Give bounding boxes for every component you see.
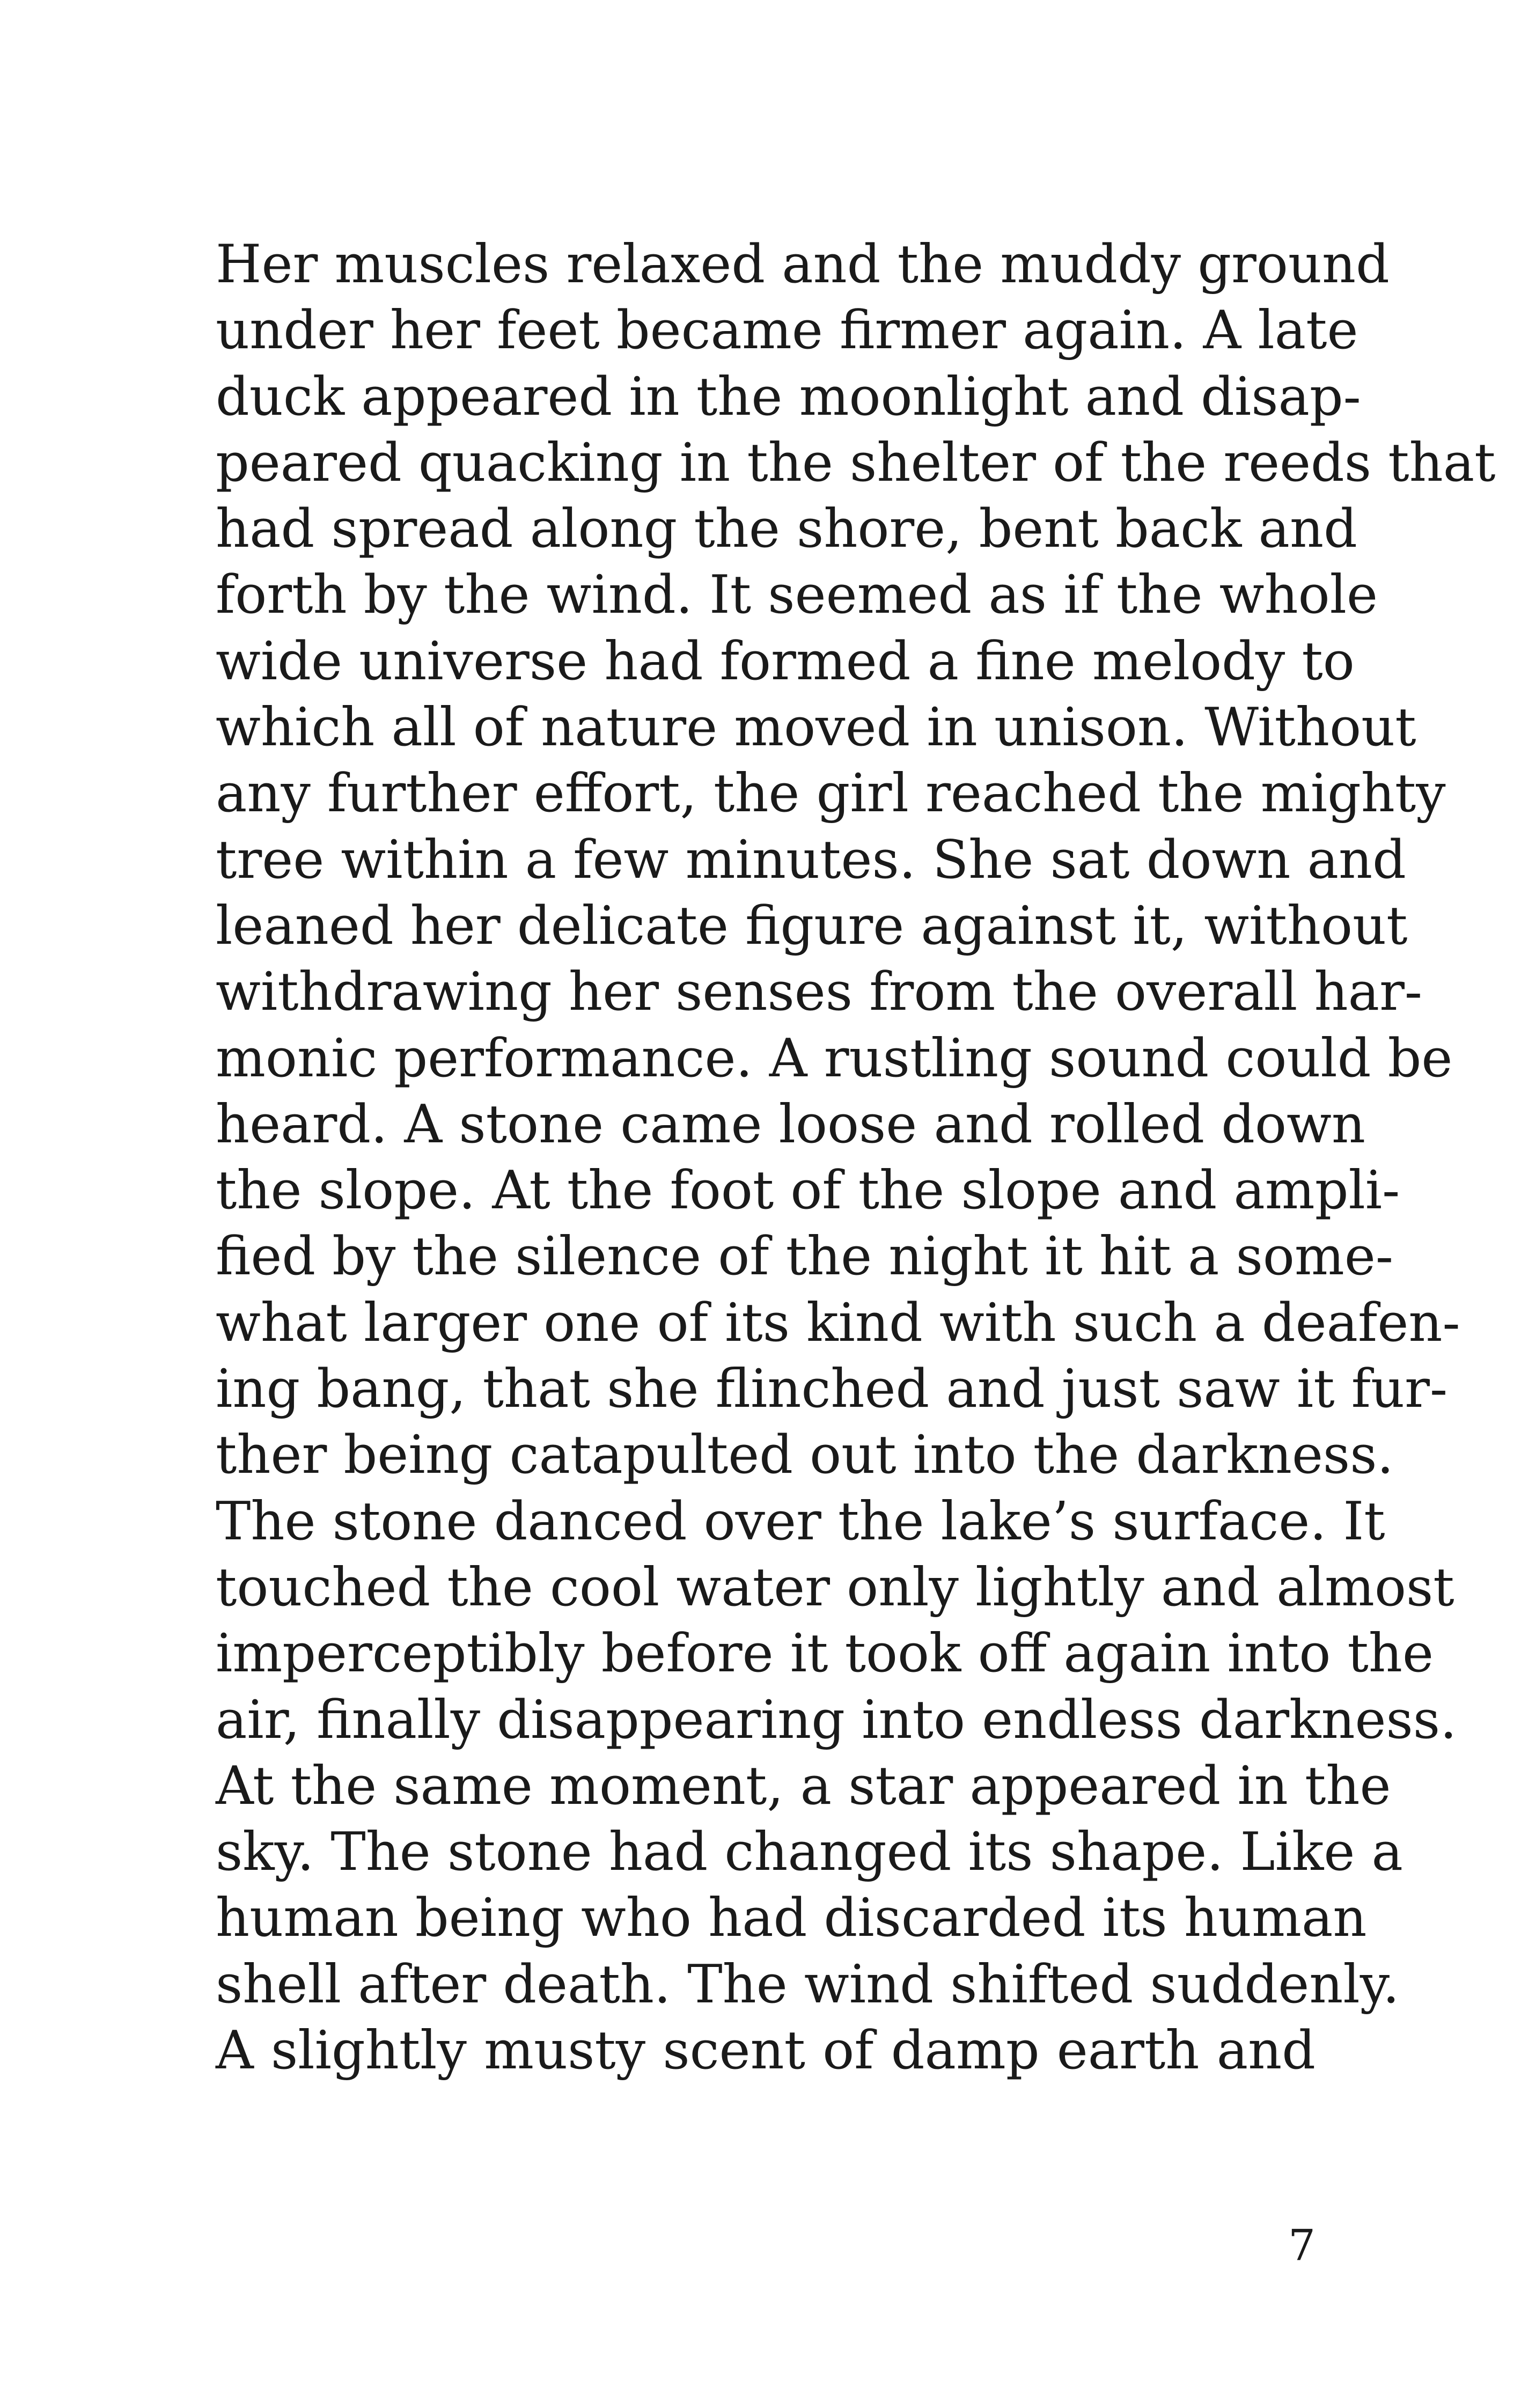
text-line: touched the cool water only lightly and almost [216,1557,1454,1618]
text-line: leaned her delicate figure against it, without [216,895,1408,957]
text-line: monic performance. A rustling sound could be [216,1027,1453,1089]
text-line: Her muscles relaxed and the muddy ground [216,234,1390,295]
text-line: human being who had discarded its human [216,1888,1367,1949]
text-line: forth by the wind. It seemed as if the whole [216,564,1378,626]
text-line: the slope. At the foot of the slope and ampli- [216,1160,1400,1222]
text-line: air, finally disappearing into endless darkness. [216,1689,1457,1751]
text-line: shell after death. The wind shifted suddenly. [216,1954,1400,2015]
text-line: under her feet became firmer again. A late [216,300,1358,362]
text-line: which all of nature moved in unison. Without [216,697,1416,759]
text-line: sky. The stone had changed its shape. Like a [216,1822,1403,1883]
text-line: The stone danced over the lake’s surface. It [216,1491,1385,1552]
text-line: At the same moment, a star appeared in the [216,1755,1391,1817]
text-line: ing bang, that she flinched and just saw it fur- [216,1359,1448,1420]
page-number: 7 [1288,2220,1316,2270]
body-text [216,232,1496,2084]
text-line: heard. A stone came loose and rolled down [216,1093,1366,1155]
text-line: any further effort, the girl reached the mighty [216,763,1446,825]
text-line: A slightly musty scent of damp earth and [216,2020,1316,2082]
text-line: imperceptibly before it took off again into the [216,1623,1434,1685]
text-line: duck appeared in the moonlight and disap- [216,366,1361,428]
text-line: peared quacking in the shelter of the reeds that [216,432,1496,494]
text-line: withdrawing her senses from the overall har- [216,961,1423,1023]
text-line: wide universe had formed a fine melody to [216,630,1355,692]
text-line: fied by the silence of the night it hit a some- [216,1226,1393,1288]
text-line: ther being catapulted out into the darkness. [216,1425,1394,1486]
text-line: had spread along the shore, bent back and [216,498,1357,560]
text-line: tree within a few minutes. She sat down and [216,829,1406,891]
text-line: what larger one of its kind with such a deafen- [216,1292,1460,1354]
